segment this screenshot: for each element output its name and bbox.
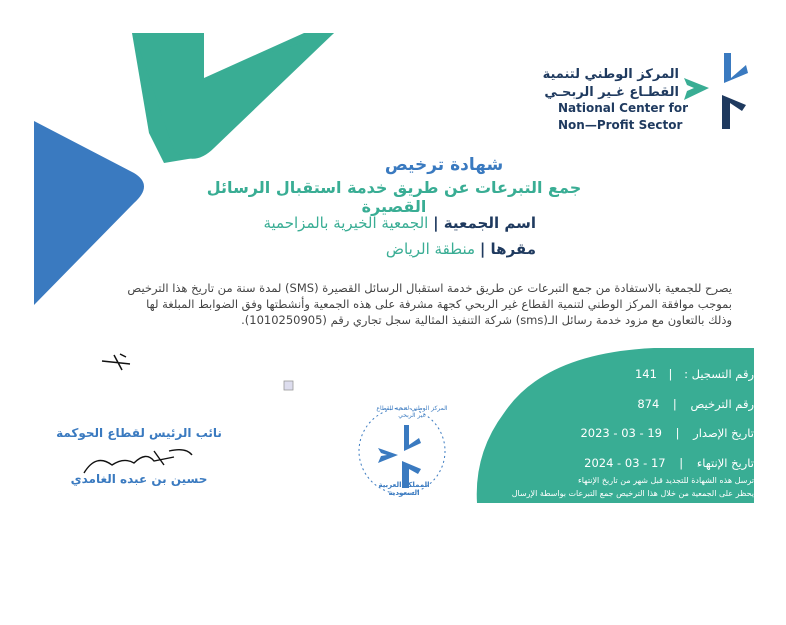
logo-name-en-1: National Center for xyxy=(558,101,689,115)
logo-name-ar-1: المركز الوطني لتنمية xyxy=(542,67,679,82)
association-hq-label: مقرها | xyxy=(479,240,536,258)
seal-text-top: المركز الوطني لتنمية القطاع غير الربحي xyxy=(376,405,448,419)
seal-text-bottom: المملكة العربية السعودية xyxy=(378,481,430,497)
reg-no-label: رقم التسجيل : xyxy=(684,367,754,381)
reg-no-row xyxy=(635,367,754,381)
ncnp-logo-mark xyxy=(684,53,748,129)
separator: | xyxy=(672,397,677,411)
license-no-value: 874 xyxy=(637,397,660,411)
issue-date-label: تاريخ الإصدار xyxy=(693,426,754,440)
license-no-row xyxy=(637,397,754,411)
certificate-body xyxy=(52,280,732,328)
expiry-date-value: 17 - 03 - 2024 xyxy=(584,456,666,470)
association-name-label: اسم الجمعية | xyxy=(433,214,536,232)
signature xyxy=(84,450,192,473)
separator: | xyxy=(679,456,684,470)
license-no-label: رقم الترخيص xyxy=(690,397,754,411)
body-line-1: يصرح للجمعية بالاستفادة من جمع التبرعات عن طريق خدمة استقبال الرسائل القصيرة (SMS) لمدة سنة من تاريخ هذا الترخيص xyxy=(127,281,732,295)
association-name-row xyxy=(263,214,536,232)
issue-date-value: 19 - 03 - 2023 xyxy=(580,426,662,440)
signatory-title: نائب الرئيس لقطاع الحوكمة xyxy=(56,426,222,440)
certificate-subtitle: جمع التبرعات عن طريق خدمة استقبال الرسائل القصيرة xyxy=(206,178,582,216)
reg-no-value: 141 xyxy=(634,367,657,381)
body-line-3: وذلك بالتعاون مع مزود خدمة رسائل الـ(sms) شركة التنفيذ المثالية سجل تجاري رقم (1010250905). xyxy=(241,313,732,327)
note-prohibition: يحظر على الجمعية من خلال هذا الترخيص جمع التبرعات بواسطة الإرسال xyxy=(511,489,754,498)
association-name-value: الجمعية الخيرية بالمزاحمية xyxy=(263,214,429,232)
logo-name-en-2: Non—Profit Sector xyxy=(558,118,683,132)
association-hq-value: منطقة الرياض xyxy=(385,240,476,258)
blue-shape-left xyxy=(34,121,144,305)
expiry-date-row xyxy=(584,456,754,470)
association-hq-row xyxy=(386,240,536,258)
separator: | xyxy=(668,367,673,381)
certificate xyxy=(34,33,754,503)
note-renewal: ترسل هذه الشهادة للتجديد قبل شهر من تاريخ الإنتهاء xyxy=(577,476,754,485)
logo-name-ar-2: القطـاع غـير الربحـي xyxy=(544,85,679,100)
certificate-title: شهادة ترخيص xyxy=(384,155,504,175)
expiry-date-label: تاريخ الإنتهاء xyxy=(696,456,754,470)
broken-image-icon xyxy=(284,381,293,390)
issue-date-row xyxy=(580,426,754,440)
separator: | xyxy=(675,426,680,440)
body-line-2: بموجب موافقة المركز الوطني لتنمية القطاع غير الربحي كجهة مشرفة على هذه الجمعية وأنشطتها وفق الضوابط المبلغة لها xyxy=(146,297,732,311)
small-signature-mark xyxy=(102,354,130,370)
signatory-name: حسين بن عبده الغامدي xyxy=(70,472,208,486)
